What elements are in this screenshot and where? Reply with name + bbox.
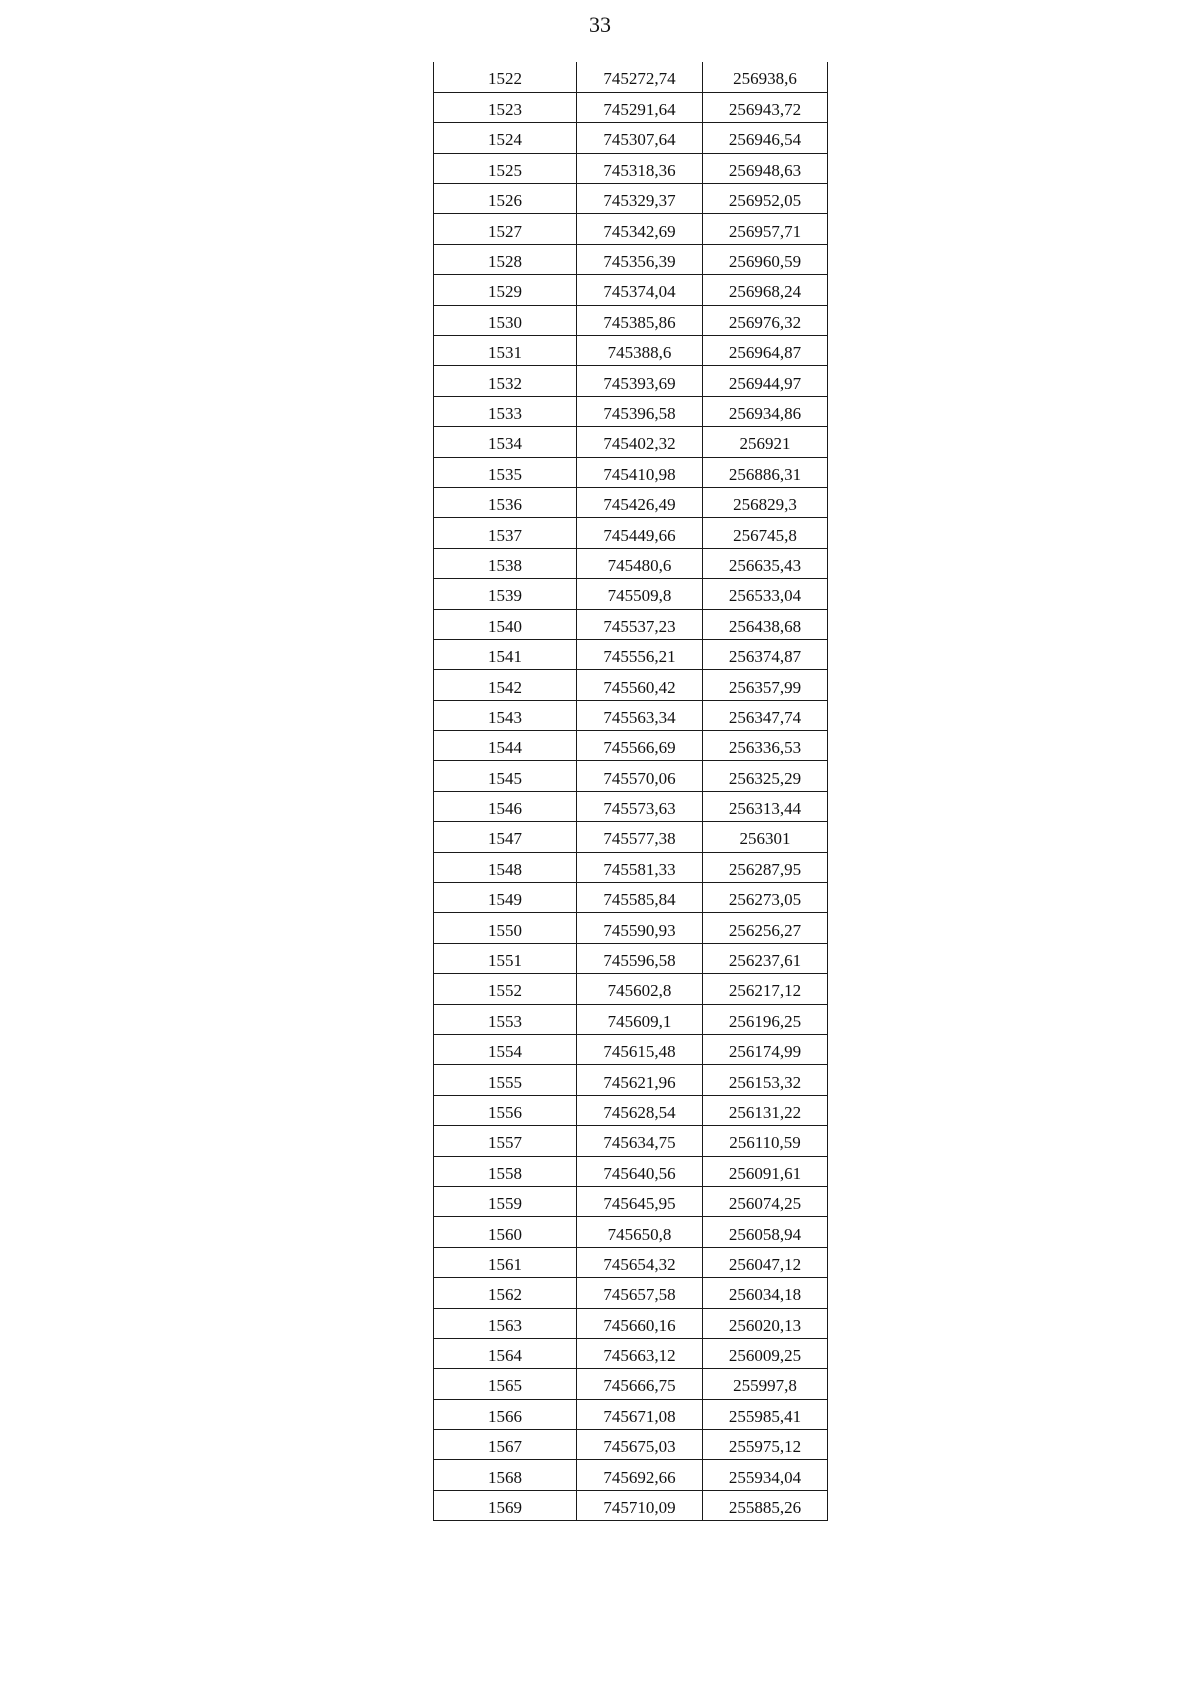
x-coordinate-cell: 745590,93 xyxy=(577,913,703,943)
y-coordinate-cell: 256237,61 xyxy=(703,943,828,973)
point-number-cell: 1553 xyxy=(434,1004,577,1034)
y-coordinate-cell: 256091,61 xyxy=(703,1156,828,1186)
table-row xyxy=(434,1186,828,1216)
table-row xyxy=(434,1430,828,1460)
x-coordinate-cell: 745650,8 xyxy=(577,1217,703,1247)
table-row xyxy=(434,609,828,639)
y-coordinate-cell: 256034,18 xyxy=(703,1278,828,1308)
x-coordinate-cell: 745509,8 xyxy=(577,579,703,609)
point-number-cell: 1568 xyxy=(434,1460,577,1490)
point-number-cell: 1522 xyxy=(434,62,577,92)
y-coordinate-cell: 256745,8 xyxy=(703,518,828,548)
point-number-cell: 1538 xyxy=(434,548,577,578)
y-coordinate-cell: 256964,87 xyxy=(703,336,828,366)
x-coordinate-cell: 745385,86 xyxy=(577,305,703,335)
point-number-cell: 1546 xyxy=(434,791,577,821)
table-row xyxy=(434,336,828,366)
table-row xyxy=(434,700,828,730)
point-number-cell: 1549 xyxy=(434,883,577,913)
x-coordinate-cell: 745666,75 xyxy=(577,1369,703,1399)
x-coordinate-cell: 745318,36 xyxy=(577,153,703,183)
y-coordinate-cell: 255997,8 xyxy=(703,1369,828,1399)
x-coordinate-cell: 745596,58 xyxy=(577,943,703,973)
y-coordinate-cell: 255934,04 xyxy=(703,1460,828,1490)
y-coordinate-cell: 256217,12 xyxy=(703,974,828,1004)
y-coordinate-cell: 256533,04 xyxy=(703,579,828,609)
point-number-cell: 1564 xyxy=(434,1338,577,1368)
table-row xyxy=(434,153,828,183)
x-coordinate-cell: 745410,98 xyxy=(577,457,703,487)
y-coordinate-cell: 256273,05 xyxy=(703,883,828,913)
table-row xyxy=(434,214,828,244)
point-number-cell: 1540 xyxy=(434,609,577,639)
point-number-cell: 1551 xyxy=(434,943,577,973)
table-row xyxy=(434,670,828,700)
table-row xyxy=(434,1247,828,1277)
y-coordinate-cell: 255985,41 xyxy=(703,1399,828,1429)
table-row xyxy=(434,1460,828,1490)
point-number-cell: 1547 xyxy=(434,822,577,852)
y-coordinate-cell: 256074,25 xyxy=(703,1186,828,1216)
y-coordinate-cell: 256944,97 xyxy=(703,366,828,396)
x-coordinate-cell: 745566,69 xyxy=(577,731,703,761)
table-row xyxy=(434,1278,828,1308)
x-coordinate-cell: 745342,69 xyxy=(577,214,703,244)
x-coordinate-cell: 745663,12 xyxy=(577,1338,703,1368)
y-coordinate-cell: 256009,25 xyxy=(703,1338,828,1368)
x-coordinate-cell: 745671,08 xyxy=(577,1399,703,1429)
x-coordinate-cell: 745426,49 xyxy=(577,487,703,517)
table-row xyxy=(434,1490,828,1520)
table-row xyxy=(434,1369,828,1399)
point-number-cell: 1532 xyxy=(434,366,577,396)
point-number-cell: 1543 xyxy=(434,700,577,730)
y-coordinate-cell: 256153,32 xyxy=(703,1065,828,1095)
y-coordinate-cell: 256968,24 xyxy=(703,275,828,305)
table-row xyxy=(434,822,828,852)
x-coordinate-cell: 745537,23 xyxy=(577,609,703,639)
point-number-cell: 1528 xyxy=(434,244,577,274)
table-row xyxy=(434,579,828,609)
table-row xyxy=(434,639,828,669)
y-coordinate-cell: 256921 xyxy=(703,427,828,457)
point-number-cell: 1545 xyxy=(434,761,577,791)
point-number-cell: 1548 xyxy=(434,852,577,882)
x-coordinate-cell: 745654,32 xyxy=(577,1247,703,1277)
x-coordinate-cell: 745710,09 xyxy=(577,1490,703,1520)
y-coordinate-cell: 256347,74 xyxy=(703,700,828,730)
y-coordinate-cell: 256934,86 xyxy=(703,396,828,426)
x-coordinate-cell: 745692,66 xyxy=(577,1460,703,1490)
point-number-cell: 1541 xyxy=(434,639,577,669)
x-coordinate-cell: 745396,58 xyxy=(577,396,703,426)
x-coordinate-cell: 745585,84 xyxy=(577,883,703,913)
point-number-cell: 1555 xyxy=(434,1065,577,1095)
table-row xyxy=(434,305,828,335)
coordinates-table xyxy=(433,62,828,1521)
y-coordinate-cell: 256886,31 xyxy=(703,457,828,487)
y-coordinate-cell: 256952,05 xyxy=(703,184,828,214)
x-coordinate-cell: 745602,8 xyxy=(577,974,703,1004)
table-row xyxy=(434,366,828,396)
point-number-cell: 1530 xyxy=(434,305,577,335)
y-coordinate-cell: 256438,68 xyxy=(703,609,828,639)
point-number-cell: 1566 xyxy=(434,1399,577,1429)
table-row xyxy=(434,1035,828,1065)
table-row xyxy=(434,548,828,578)
y-coordinate-cell: 256325,29 xyxy=(703,761,828,791)
point-number-cell: 1533 xyxy=(434,396,577,426)
y-coordinate-cell: 256957,71 xyxy=(703,214,828,244)
y-coordinate-cell: 256196,25 xyxy=(703,1004,828,1034)
y-coordinate-cell: 256948,63 xyxy=(703,153,828,183)
x-coordinate-cell: 745560,42 xyxy=(577,670,703,700)
point-number-cell: 1526 xyxy=(434,184,577,214)
table-row xyxy=(434,852,828,882)
y-coordinate-cell: 256058,94 xyxy=(703,1217,828,1247)
x-coordinate-cell: 745634,75 xyxy=(577,1126,703,1156)
point-number-cell: 1569 xyxy=(434,1490,577,1520)
y-coordinate-cell: 256976,32 xyxy=(703,305,828,335)
point-number-cell: 1565 xyxy=(434,1369,577,1399)
table-row xyxy=(434,123,828,153)
x-coordinate-cell: 745615,48 xyxy=(577,1035,703,1065)
point-number-cell: 1554 xyxy=(434,1035,577,1065)
table-row xyxy=(434,1095,828,1125)
x-coordinate-cell: 745577,38 xyxy=(577,822,703,852)
y-coordinate-cell: 256256,27 xyxy=(703,913,828,943)
table-row xyxy=(434,761,828,791)
table-row xyxy=(434,396,828,426)
y-coordinate-cell: 255885,26 xyxy=(703,1490,828,1520)
x-coordinate-cell: 745563,34 xyxy=(577,700,703,730)
y-coordinate-cell: 256313,44 xyxy=(703,791,828,821)
point-number-cell: 1523 xyxy=(434,92,577,122)
y-coordinate-cell: 256287,95 xyxy=(703,852,828,882)
point-number-cell: 1567 xyxy=(434,1430,577,1460)
x-coordinate-cell: 745645,95 xyxy=(577,1186,703,1216)
y-coordinate-cell: 255975,12 xyxy=(703,1430,828,1460)
y-coordinate-cell: 256960,59 xyxy=(703,244,828,274)
point-number-cell: 1552 xyxy=(434,974,577,1004)
y-coordinate-cell: 256047,12 xyxy=(703,1247,828,1277)
point-number-cell: 1544 xyxy=(434,731,577,761)
y-coordinate-cell: 256110,59 xyxy=(703,1126,828,1156)
point-number-cell: 1525 xyxy=(434,153,577,183)
point-number-cell: 1537 xyxy=(434,518,577,548)
table-row xyxy=(434,518,828,548)
y-coordinate-cell: 256829,3 xyxy=(703,487,828,517)
table-row xyxy=(434,244,828,274)
x-coordinate-cell: 745480,6 xyxy=(577,548,703,578)
table-row xyxy=(434,427,828,457)
x-coordinate-cell: 745570,06 xyxy=(577,761,703,791)
point-number-cell: 1562 xyxy=(434,1278,577,1308)
table-row xyxy=(434,1217,828,1247)
x-coordinate-cell: 745660,16 xyxy=(577,1308,703,1338)
table-row xyxy=(434,913,828,943)
x-coordinate-cell: 745291,64 xyxy=(577,92,703,122)
point-number-cell: 1561 xyxy=(434,1247,577,1277)
table-row xyxy=(434,731,828,761)
point-number-cell: 1539 xyxy=(434,579,577,609)
y-coordinate-cell: 256635,43 xyxy=(703,548,828,578)
table-row xyxy=(434,62,828,92)
x-coordinate-cell: 745329,37 xyxy=(577,184,703,214)
table-row xyxy=(434,1126,828,1156)
table-row xyxy=(434,1399,828,1429)
table-row xyxy=(434,92,828,122)
y-coordinate-cell: 256301 xyxy=(703,822,828,852)
y-coordinate-cell: 256374,87 xyxy=(703,639,828,669)
y-coordinate-cell: 256357,99 xyxy=(703,670,828,700)
x-coordinate-cell: 745449,66 xyxy=(577,518,703,548)
point-number-cell: 1531 xyxy=(434,336,577,366)
x-coordinate-cell: 745573,63 xyxy=(577,791,703,821)
table-row xyxy=(434,487,828,517)
x-coordinate-cell: 745402,32 xyxy=(577,427,703,457)
table-body xyxy=(434,62,828,1521)
x-coordinate-cell: 745272,74 xyxy=(577,62,703,92)
y-coordinate-cell: 256131,22 xyxy=(703,1095,828,1125)
x-coordinate-cell: 745675,03 xyxy=(577,1430,703,1460)
x-coordinate-cell: 745609,1 xyxy=(577,1004,703,1034)
point-number-cell: 1560 xyxy=(434,1217,577,1247)
x-coordinate-cell: 745393,69 xyxy=(577,366,703,396)
x-coordinate-cell: 745356,39 xyxy=(577,244,703,274)
point-number-cell: 1534 xyxy=(434,427,577,457)
table-row xyxy=(434,943,828,973)
y-coordinate-cell: 256943,72 xyxy=(703,92,828,122)
table-row xyxy=(434,974,828,1004)
point-number-cell: 1542 xyxy=(434,670,577,700)
point-number-cell: 1563 xyxy=(434,1308,577,1338)
x-coordinate-cell: 745388,6 xyxy=(577,336,703,366)
x-coordinate-cell: 745640,56 xyxy=(577,1156,703,1186)
table-row xyxy=(434,1004,828,1034)
x-coordinate-cell: 745307,64 xyxy=(577,123,703,153)
point-number-cell: 1556 xyxy=(434,1095,577,1125)
table-row xyxy=(434,275,828,305)
table-row xyxy=(434,457,828,487)
table-row xyxy=(434,1338,828,1368)
point-number-cell: 1535 xyxy=(434,457,577,487)
y-coordinate-cell: 256020,13 xyxy=(703,1308,828,1338)
table-row xyxy=(434,1156,828,1186)
point-number-cell: 1527 xyxy=(434,214,577,244)
x-coordinate-cell: 745621,96 xyxy=(577,1065,703,1095)
y-coordinate-cell: 256946,54 xyxy=(703,123,828,153)
point-number-cell: 1524 xyxy=(434,123,577,153)
x-coordinate-cell: 745657,58 xyxy=(577,1278,703,1308)
x-coordinate-cell: 745581,33 xyxy=(577,852,703,882)
table-row xyxy=(434,1308,828,1338)
table-row xyxy=(434,883,828,913)
point-number-cell: 1536 xyxy=(434,487,577,517)
page-number: 33 xyxy=(589,12,611,37)
point-number-cell: 1559 xyxy=(434,1186,577,1216)
x-coordinate-cell: 745556,21 xyxy=(577,639,703,669)
x-coordinate-cell: 745374,04 xyxy=(577,275,703,305)
y-coordinate-cell: 256938,6 xyxy=(703,62,828,92)
table-row xyxy=(434,184,828,214)
point-number-cell: 1529 xyxy=(434,275,577,305)
table-row xyxy=(434,1065,828,1095)
point-number-cell: 1550 xyxy=(434,913,577,943)
y-coordinate-cell: 256174,99 xyxy=(703,1035,828,1065)
y-coordinate-cell: 256336,53 xyxy=(703,731,828,761)
point-number-cell: 1557 xyxy=(434,1126,577,1156)
x-coordinate-cell: 745628,54 xyxy=(577,1095,703,1125)
point-number-cell: 1558 xyxy=(434,1156,577,1186)
table-row xyxy=(434,791,828,821)
